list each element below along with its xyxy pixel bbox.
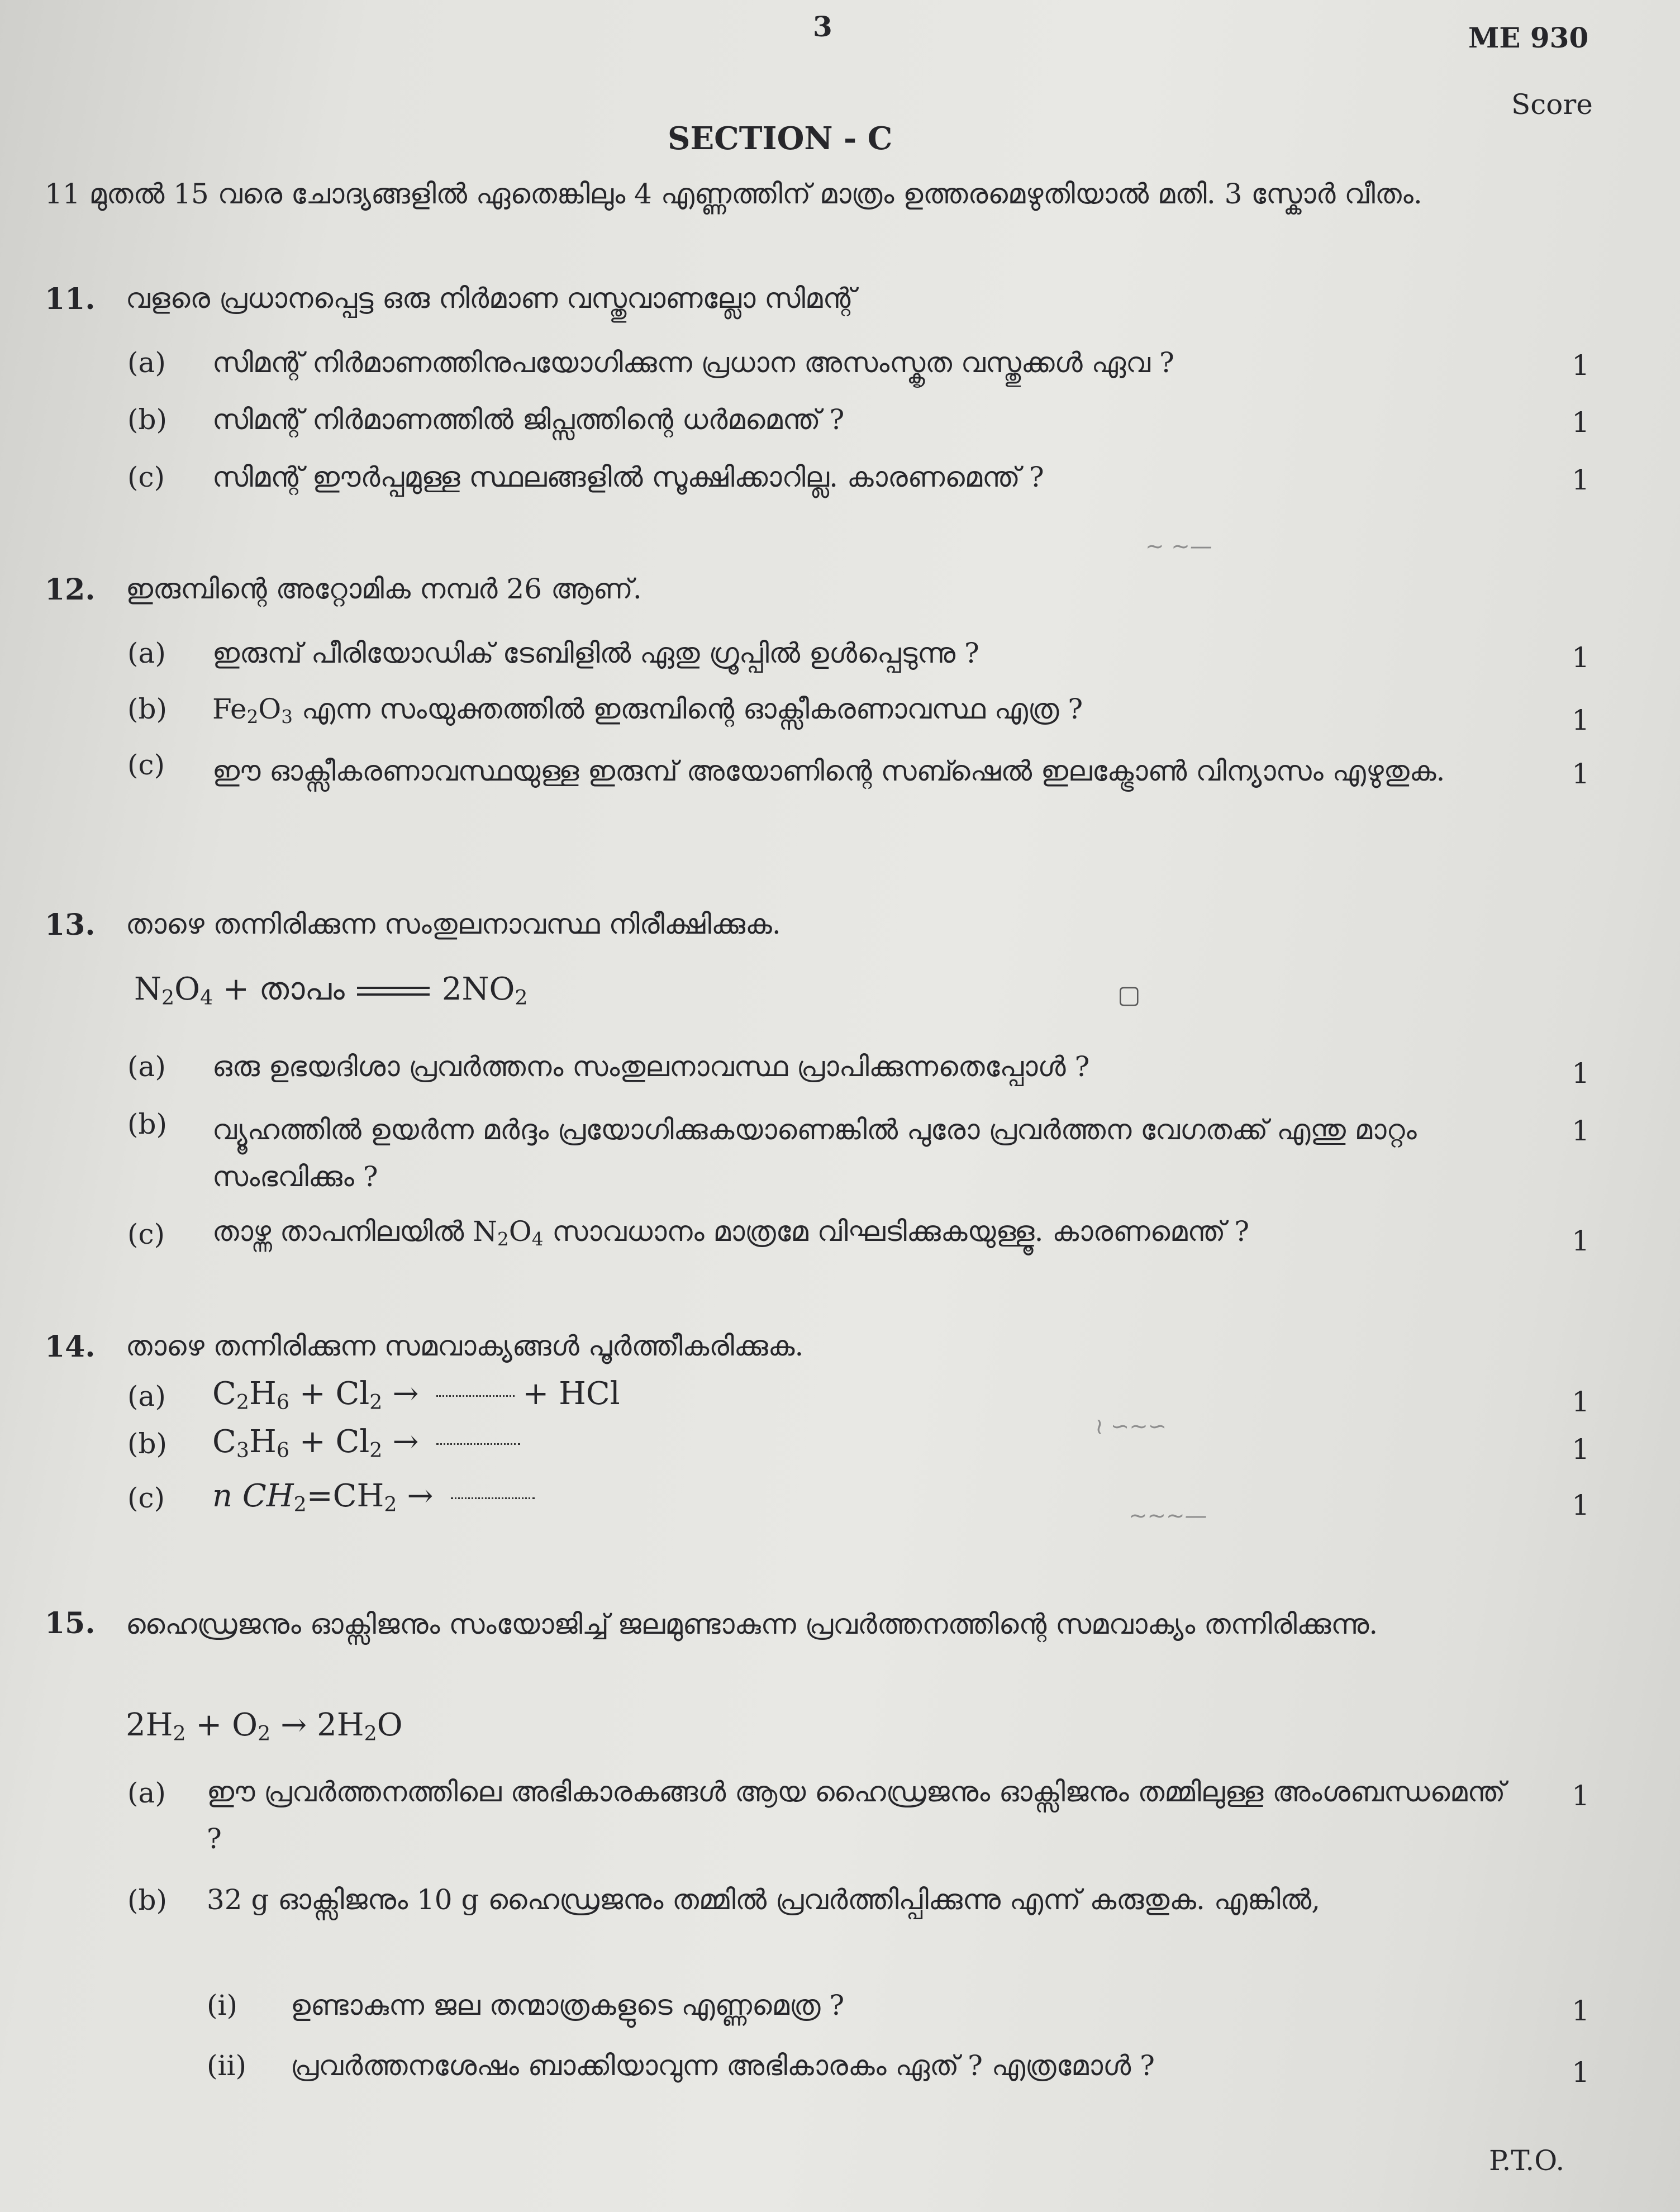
part-label: (a) <box>127 1380 166 1412</box>
question-text: ഇരുമ്പിന്റെ അറ്റോമിക നമ്പർ 26 ആണ്. <box>126 573 642 605</box>
part-score: 1 <box>1572 406 1589 439</box>
section-title: SECTION - C <box>668 120 893 157</box>
part-text: സിമന്റ് നിർമാണത്തിനുപയോഗിക്കുന്ന പ്രധാന അസംസ്കൃത വസ്തുക്കൾ ഏവ ? <box>212 346 1174 379</box>
pencil-scribble: ≀ ∽∼∽ <box>1095 1414 1167 1439</box>
part-label: (b) <box>127 1428 168 1460</box>
part-text: ഇരുമ്പ് പീരിയോഡിക് ടേബിളിൽ ഏതു ഗ്രൂപ്പിൽ ഉൾപ്പെടുന്നു ? <box>212 637 979 669</box>
question-number: 12. <box>45 573 96 607</box>
pencil-scribble: ~~~— <box>1129 1503 1207 1529</box>
equation: $C_3H_6 + Cl_2$ → <box>212 1424 528 1460</box>
part-score: 1 <box>1572 1995 1589 2027</box>
answer-blank[interactable] <box>436 1395 515 1397</box>
question-number: 14. <box>45 1330 96 1364</box>
pencil-scribble: ~ ~— <box>1145 534 1212 559</box>
part-label: (c) <box>127 749 165 781</box>
subpart-text: ഉണ്ടാകുന്ന ജല തന്മാത്രകളുടെ എണ്ണമെത്ര ? <box>291 1989 845 2021</box>
part-score: 1 <box>1572 704 1589 736</box>
part-score: 1 <box>1572 641 1589 674</box>
part-label: (c) <box>127 1218 165 1250</box>
subpart-text: പ്രവർത്തനശേഷം ബാക്കിയാവുന്ന അഭികാരകം ഏത് ? എത്രമോൾ ? <box>291 2049 1155 2082</box>
part-text: താഴ്ന്ന താപനിലയിൽ $N_2O_4$ സാവധാനം മാത്രമേ വിഘടിക്കുകയുള്ളൂ. കാരണമെന്ത് ? <box>212 1215 1250 1250</box>
answer-blank[interactable] <box>451 1497 535 1499</box>
part-label: (b) <box>127 1108 168 1140</box>
question-text: വളരെ പ്രധാനപ്പെട്ട ഒരു നിർമാണ വസ്തുവാണല്ലോ സിമന്റ് <box>126 282 856 315</box>
part-score: 1 <box>1572 1225 1589 1257</box>
part-text: സിമന്റ് ഈർപ്പമുള്ള സ്ഥലങ്ങളിൽ സൂക്ഷിക്കാറില്ല. കാരണമെന്ത് ? <box>212 461 1044 493</box>
question-text: താഴെ തന്നിരിക്കുന്ന സമവാക്യങ്ങൾ പൂർത്തീകരിക്കുക. <box>126 1330 804 1362</box>
reaction-equation: $2H_2 + O_2 \to 2H_2O$ <box>126 1707 403 1746</box>
part-score: 1 <box>1572 2056 1589 2089</box>
part-text: ഈ പ്രവർത്തനത്തിലെ അഭികാരകങ്ങൾ ആയ ഹൈഡ്രജനും ഓക്സിജനും തമ്മിലുള്ള അംശബന്ധമെന്ത് ? <box>207 1776 1506 1855</box>
part-score: 1 <box>1572 349 1589 382</box>
question-number: 11. <box>45 282 96 316</box>
section-instruction: 11 മുതൽ 15 വരെ ചോദ്യങ്ങളിൽ ഏതെങ്കിലും 4 എണ്ണത്തിന് മാത്രം ഉത്തരമെഴുതിയാൽ മതി. 3 സ്കോർ വീതം. <box>45 178 1422 210</box>
part-label: (a) <box>127 1050 166 1083</box>
equilibrium-arrow <box>357 986 430 998</box>
part-text: 32 g ഓക്സിജനും 10 g ഹൈഡ്രജനും തമ്മിൽ പ്രവർത്തിപ്പിക്കുന്നു എന്ന് കരുതുക. എങ്കിൽ, <box>207 1883 1321 1916</box>
question-number: 15. <box>45 1606 96 1640</box>
part-score: 1 <box>1572 1433 1589 1466</box>
part-label: (a) <box>127 637 166 669</box>
question-number: 13. <box>45 908 96 942</box>
part-label: (c) <box>127 1482 165 1514</box>
equation: n $CH_2=CH_2$ → <box>212 1478 542 1514</box>
exam-code: ME 930 <box>1468 21 1589 54</box>
part-label: (b) <box>127 1884 168 1916</box>
part-text: ഈ ഓക്സീകരണാവസ്ഥയുള്ള ഇരുമ്പ് അയോണിന്റെ സബ്ഷെൽ ഇലക്ട്രോൺ വിന്യാസം എഴുതുക. <box>212 755 1445 787</box>
question-text: താഴെ തന്നിരിക്കുന്ന സംതുലനാവസ്ഥ നിരീക്ഷിക്കുക. <box>126 908 781 940</box>
part-score: 1 <box>1572 758 1589 790</box>
page-number: 3 <box>813 10 832 43</box>
subpart-label: (i) <box>207 1989 238 2021</box>
part-score: 1 <box>1572 1386 1589 1418</box>
question-text: ഹൈഡ്രജനും ഓക്സിജനും സംയോജിച്ച് ജലമുണ്ടാകുന്ന പ്രവർത്തനത്തിന്റെ സമവാക്യം തന്നിരിക്കുന്നു. <box>126 1608 1378 1640</box>
part-text: ഒരു ഉഭയദിശാ പ്രവർത്തനം സംതുലനാവസ്ഥ പ്രാപിക്കുന്നതെപ്പോൾ ? <box>212 1050 1090 1083</box>
equilibrium-equation: $N_2O_4$ + താപം $2NO_2$ <box>134 971 528 1010</box>
answer-blank[interactable] <box>436 1443 520 1445</box>
stray-mark: ▢ <box>1117 981 1141 1009</box>
part-label: (b) <box>127 403 168 436</box>
equation: $C_2H_6 + Cl_2$ → + HCl <box>212 1376 620 1415</box>
part-score: 1 <box>1572 1780 1589 1812</box>
please-turn-over: P.T.O. <box>1489 2144 1565 2177</box>
part-score: 1 <box>1572 1115 1589 1147</box>
part-label: (c) <box>127 461 165 493</box>
part-text: സിമന്റ് നിർമാണത്തിൽ ജിപ്സത്തിന്റെ ധർമമെന്ത് ? <box>212 403 845 436</box>
subpart-label: (ii) <box>207 2049 246 2082</box>
part-score: 1 <box>1572 464 1589 496</box>
part-score: 1 <box>1572 1489 1589 1521</box>
part-text: വ്യൂഹത്തിൽ ഉയർന്ന മർദ്ദം പ്രയോഗിക്കുകയാണെങ്കിൽ പുരോ പ്രവർത്തന വേഗതക്ക് എന്തു മാറ്റം സംഭവിക്കും ? <box>212 1114 1417 1193</box>
part-label: (a) <box>127 1777 166 1809</box>
part-score: 1 <box>1572 1057 1589 1090</box>
score-column-label: Score <box>1511 88 1593 121</box>
part-label: (b) <box>127 693 168 725</box>
part-text: $Fe_2O_3$ എന്ന സംയുക്തത്തിൽ ഇരുമ്പിന്റെ ഓക്സീകരണാവസ്ഥ എത്ര ? <box>212 693 1083 728</box>
part-label: (a) <box>127 346 166 379</box>
